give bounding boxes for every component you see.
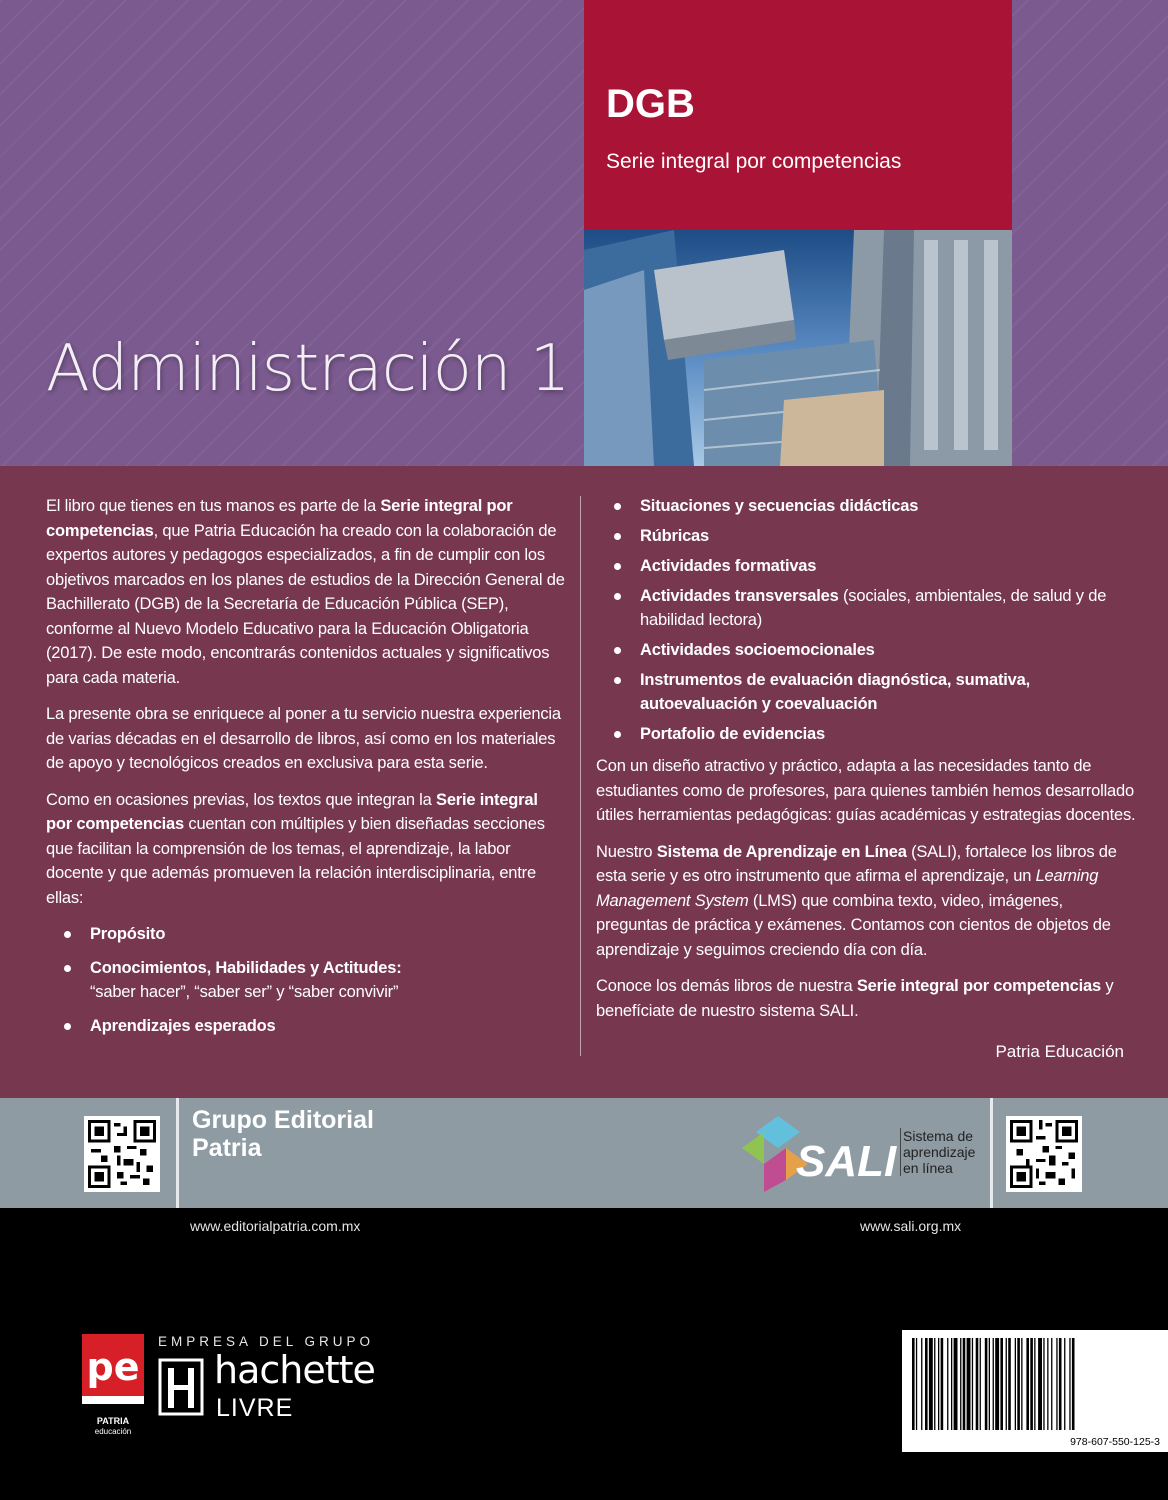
barcode-bar bbox=[1047, 1338, 1048, 1430]
list-item: Aprendizajes esperados bbox=[62, 1014, 566, 1038]
right-bullet-list bbox=[612, 494, 1136, 746]
sali-website-link[interactable]: www.sali.org.mx bbox=[860, 1218, 962, 1234]
barcode-bar bbox=[1072, 1338, 1075, 1430]
barcode-bar bbox=[929, 1338, 933, 1430]
isbn-barcode bbox=[902, 1330, 1168, 1452]
barcode-bar bbox=[1006, 1338, 1007, 1430]
brand-bar bbox=[0, 1098, 1168, 1208]
isbn-number: 978-607-550-125-3 bbox=[1070, 1436, 1160, 1448]
list-item: Instrumentos de evaluación diagnóstica, sumativa, autoevaluación y coevaluación bbox=[612, 668, 1136, 716]
barcode-bar bbox=[947, 1338, 948, 1430]
barcode-bar bbox=[1021, 1338, 1022, 1430]
list-item: Portafolio de evidencias bbox=[612, 722, 1136, 746]
barcode-bar bbox=[1017, 1338, 1020, 1430]
right-column bbox=[596, 494, 1136, 1035]
cover-top-band bbox=[0, 0, 1168, 466]
barcode-bar bbox=[954, 1338, 958, 1430]
barcode-bar bbox=[925, 1338, 928, 1430]
patria-wordmark: PATRIA educación bbox=[94, 1416, 132, 1436]
group-label: EMPRESA DEL GRUPO bbox=[158, 1334, 375, 1349]
barcode-bar bbox=[1069, 1338, 1070, 1430]
program-label: DGB bbox=[606, 82, 695, 126]
barcode-bar bbox=[921, 1338, 922, 1430]
sections-paragraph: Como en ocasiones previas, los textos que integran la Serie integral por competencias cuentan con múltiples y bien diseñadas secciones que facilitan la comprensión de los temas, el aprendizaje, la labor docente y que además promueven la relación interdisciplinaria, entre ellas: bbox=[46, 790, 545, 907]
barcode-bar bbox=[938, 1338, 939, 1430]
list-item: Conocimientos, Habilidades y Actitudes: “saber hacer”, “saber ser” y “saber convivir” bbox=[62, 956, 566, 1004]
barcode-bar bbox=[993, 1338, 994, 1430]
patria-logo bbox=[82, 1334, 144, 1418]
panel-divider bbox=[990, 1098, 993, 1208]
barcode-bar bbox=[1064, 1338, 1065, 1430]
barcode-bar bbox=[967, 1338, 971, 1430]
barcode-bar bbox=[963, 1338, 966, 1430]
left-bullet-list bbox=[62, 922, 566, 1038]
barcode-bar bbox=[916, 1338, 917, 1430]
closing-paragraph: Conoce los demás libros de nuestra Serie integral por competencias y benefíciate de nuestro sistema SALI. bbox=[596, 977, 1114, 1020]
list-item: Rúbricas bbox=[612, 524, 1136, 548]
barcode-bar bbox=[951, 1338, 952, 1430]
description-panel bbox=[0, 466, 1168, 1098]
livre-wordmark: LIVRE bbox=[216, 1394, 294, 1422]
list-item: Propósito bbox=[62, 922, 566, 946]
barcode-icon bbox=[912, 1338, 1158, 1430]
barcode-bar bbox=[989, 1338, 990, 1430]
barcode-bar bbox=[960, 1338, 961, 1430]
svg-text:SALI: SALI bbox=[796, 1137, 897, 1186]
hachette-logo-icon bbox=[158, 1358, 204, 1416]
column-divider bbox=[580, 496, 581, 1056]
sali-logo bbox=[738, 1112, 898, 1196]
barcode-bar bbox=[1056, 1338, 1057, 1430]
barcode-bar bbox=[1034, 1338, 1035, 1430]
list-item: Actividades socioemocionales bbox=[612, 638, 1136, 662]
list-item: Situaciones y secuencias didácticas bbox=[612, 494, 1136, 518]
svg-text:pe: pe bbox=[86, 1345, 140, 1389]
barcode-bar bbox=[941, 1338, 944, 1430]
intro-paragraph: El libro que tienes en tus manos es parte de la Serie integral por competencias, que Patria Educación ha creado con la colaboración de expertos autores y pedagogos especializados, a fin de cumplir con los objetivos marcados en los planes de estudios de la Dirección General de Bachillerato (DGB) de la Secretaría de Educación Pública (SEP), conforme al Nuevo Modelo Educativo para la Educación Obligatoria (2017). De este modo, encontrarás contenidos actuales y significativos para cada materia. bbox=[46, 497, 565, 687]
barcode-bar bbox=[912, 1338, 915, 1430]
hachette-wordmark: hachette bbox=[214, 1348, 375, 1392]
barcode-bar bbox=[1000, 1338, 1003, 1430]
qr-code-icon[interactable] bbox=[1006, 1116, 1082, 1192]
barcode-bar bbox=[1008, 1338, 1011, 1430]
left-column bbox=[46, 494, 566, 1048]
series-label: Serie integral por competencias bbox=[606, 150, 902, 173]
publisher-website-link[interactable]: www.editorialpatria.com.mx bbox=[190, 1218, 361, 1234]
series-box bbox=[584, 0, 1012, 230]
buildings-illustration bbox=[584, 230, 1012, 466]
sali-tagline: Sistema de aprendizaje en línea bbox=[900, 1128, 989, 1176]
design-paragraph: Con un diseño atractivo y práctico, adapta a las necesidades tanto de estudiantes como de profesores, para quienes también hemos desarrollado útiles herramientas pedagógicas: guías académicas y estrategias docentes. bbox=[596, 757, 1136, 824]
experience-paragraph: La presente obra se enriquece al poner a tu servicio nuestra experiencia de varias décadas en el desarrollo de libros, así como en los materiales de apoyo y tecnológicos creados en exclusiva para esta serie. bbox=[46, 705, 561, 772]
barcode-bar bbox=[995, 1338, 999, 1430]
barcode-bar bbox=[1015, 1338, 1016, 1430]
signature: Patria Educación bbox=[995, 1042, 1124, 1061]
list-item: Actividades formativas bbox=[612, 554, 1136, 578]
list-item: Actividades transversales (sociales, ambientales, de salud y de habilidad lectora) bbox=[612, 584, 1136, 632]
barcode-bar bbox=[1026, 1338, 1029, 1430]
panel-divider bbox=[176, 1098, 179, 1208]
barcode-bar bbox=[985, 1338, 988, 1430]
footer bbox=[0, 1208, 1168, 1500]
barcode-bar bbox=[934, 1338, 935, 1430]
book-title: Administración 1 bbox=[46, 332, 570, 406]
qr-code-icon[interactable] bbox=[84, 1116, 160, 1192]
barcode-bar bbox=[972, 1338, 973, 1430]
barcode-bar bbox=[980, 1338, 981, 1430]
barcode-bar bbox=[1038, 1338, 1042, 1430]
barcode-bar bbox=[1030, 1338, 1033, 1430]
barcode-bar bbox=[976, 1338, 979, 1430]
sali-paragraph: Nuestro Sistema de Aprendizaje en Línea (SALI), fortalece los libros de esta serie y es otro instrumento que afirma el aprendizaje, un Learning Management System (LMS) que combina texto, video, imágenes, preguntas de práctica y exámenes. Contamos con cientos de objetos de aprendizaje y seguimos creciendo día con día. bbox=[596, 842, 1117, 959]
barcode-bar bbox=[1043, 1338, 1044, 1430]
barcode-bar bbox=[1059, 1338, 1062, 1430]
cover-photo-buildings bbox=[584, 230, 1012, 466]
barcode-bar bbox=[1051, 1338, 1052, 1430]
publisher-name: Grupo Editorial Patria bbox=[192, 1106, 374, 1162]
